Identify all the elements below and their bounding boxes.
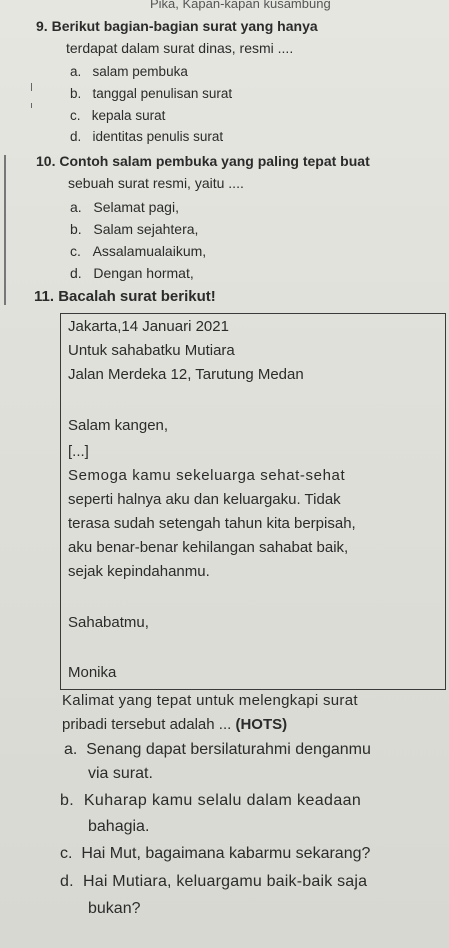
question-11-option-c: c. Hai Mut, bagaimana kabarmu sekarang? (60, 845, 371, 862)
letter-address: Jalan Merdeka 12, Tarutung Medan (68, 366, 304, 383)
question-10-text-line2: sebuah surat resmi, yaitu .... (68, 175, 244, 191)
letter-body-line5: sejak kepindahanmu. (68, 563, 210, 580)
question-11-option-b-line2: bahagia. (88, 818, 150, 835)
question-9-option-a: a. salam pembuka (70, 64, 188, 79)
letter-blank: [...] (68, 443, 89, 460)
letter-body-line2: seperti halnya aku dan keluargaku. Tidak (68, 491, 341, 508)
question-11-option-d-line2: bukan? (88, 900, 141, 917)
question-9-text-line2: terdapat dalam surat dinas, resmi .... (66, 40, 294, 56)
question-9-text-line1: 9. Berikut bagian-bagian surat yang hanya (36, 18, 318, 34)
question-11-prompt-line2: pribadi tersebut adalah ... (HOTS) (62, 716, 288, 733)
question-11-prompt-line1: Kalimat yang tepat untuk melengkapi surat (62, 692, 358, 709)
question-10-text-line1: 10. Contoh salam pembuka yang paling tepat buat (36, 153, 370, 169)
margin-mark (31, 103, 32, 108)
question-10-option-d: d. Dengan hormat, (70, 265, 194, 281)
question-11-option-a-line1: a. Senang dapat bersilaturahmi denganmu (64, 741, 371, 758)
question-11-option-d-line1: d. Hai Mutiara, keluargamu baik-baik saja (60, 873, 368, 890)
letter-signature: Monika (68, 664, 117, 681)
letter-body-line3: terasa sudah setengah tahun kita berpisah, (68, 515, 356, 532)
letter-closing: Sahabatmu, (68, 614, 149, 631)
letter-body-line1: Semoga kamu sekeluarga sehat-sehat (68, 467, 346, 484)
letter-greeting: Salam kangen, (68, 417, 169, 434)
question-9-option-d: d. identitas penulis surat (70, 129, 224, 144)
margin-mark (31, 83, 32, 91)
question-11-text: 11. Bacalah surat berikut! (34, 288, 216, 305)
letter-body-line4: aku benar-benar kehilangan sahabat baik, (68, 539, 349, 556)
letter-recipient: Untuk sahabatku Mutiara (68, 342, 235, 359)
question-11-option-a-line2: via surat. (88, 765, 153, 782)
question-10-option-c: c. Assalamualaikum, (70, 243, 207, 259)
margin-line (4, 155, 6, 305)
letter-date: Jakarta,14 Januari 2021 (68, 318, 229, 335)
question-10-option-a: a. Selamat pagi, (70, 199, 179, 215)
question-11-option-b-line1: b. Kuharap kamu selalu dalam keadaan (60, 792, 362, 809)
cut-off-header: Pika, Kapan-kapan kusambung (150, 0, 331, 11)
question-9-option-c: c. kepala surat (70, 108, 166, 123)
question-10-option-b: b. Salam sejahtera, (70, 221, 199, 237)
question-9-option-b: b. tanggal penulisan surat (70, 86, 233, 101)
